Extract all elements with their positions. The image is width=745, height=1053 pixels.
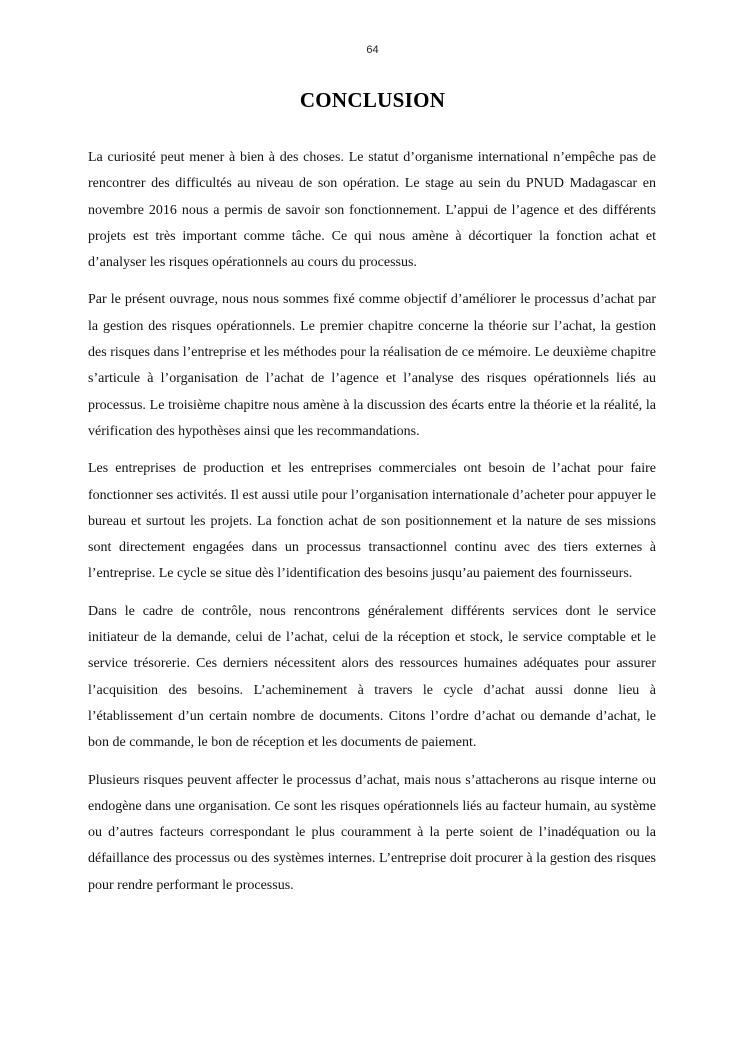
paragraph-structure: Par le présent ouvrage, nous nous sommes fixé comme objectif d’améliorer le processus d’achat par la gestion des risques opérationnels. Le premier chapitre concerne la théorie sur l’achat, la gestion des risques dans l’entreprise et les méthodes pour la réalisation de ce mémoire. Le deuxième chapitre s’articule à l’organisation de l’achat de l’agence et l’analyse des risques opérationnels liés au processus. Le troisième chapitre nous amène à la discussion des écarts entre la théorie et la réalité, la vérification des hypothèses ainsi que les recommandations.	[88, 292, 656, 439]
page-number: 64	[366, 44, 379, 56]
paragraph-risks: Plusieurs risques peuvent affecter le processus d’achat, mais nous s’attacherons au risque interne ou endogène dans une organisation. Ce sont les risques opérationnels liés au facteur humain, au système ou d’autres facteurs correspondant le plus couramment à la perte soient de l’inadéquation ou la défaillance des processus ou des systèmes internes. L’entreprise doit procurer à la gestion des risques pour rendre performant le processus.	[88, 772, 656, 893]
paragraph-intro: La curiosité peut mener à bien à des choses. Le statut d’organisme international n’empêche pas de rencontrer des difficultés au niveau de son opération. Le stage au sein du PNUD Madagascar en novembre 2016 nous a permis de savoir son fonctionnement. L’appui de l’agence et des différents projets est très important comme tâche. Ce qui nous amène à décortiquer la fonction achat et d’analyser les risques opérationnels au cours du processus.	[88, 150, 656, 271]
paragraph-purchasing: Les entreprises de production et les entreprises commerciales ont besoin de l’achat pour faire fonctionner ses activités. Il est aussi utile pour l’organisation internationale d’acheter pour appuyer le bureau et surtout les projets. La fonction achat de son positionnement et la nature de ses missions sont directement engagées dans un processus transactionnel continu avec des tiers externes à l’entreprise. Le cycle se situe dès l’identification des besoins jusqu’au paiement des fournisseurs.	[88, 461, 656, 582]
page-title: CONCLUSION	[299, 88, 446, 112]
document-body	[88, 145, 656, 910]
paragraph-control: Dans le cadre de contrôle, nous rencontrons généralement différents services dont le service initiateur de la demande, celui de l’achat, celui de la réception et stock, le service comptable et le service trésorerie. Ces derniers nécessitent alors des ressources humaines adéquates pour assurer l’acquisition des besoins. L’acheminement à travers le cycle d’achat aussi donne lieu à l’établissement d’un certain nombre de documents. Citons l’ordre d’achat ou demande d’achat, le bon de commande, le bon de réception et les documents de paiement.	[88, 603, 656, 751]
